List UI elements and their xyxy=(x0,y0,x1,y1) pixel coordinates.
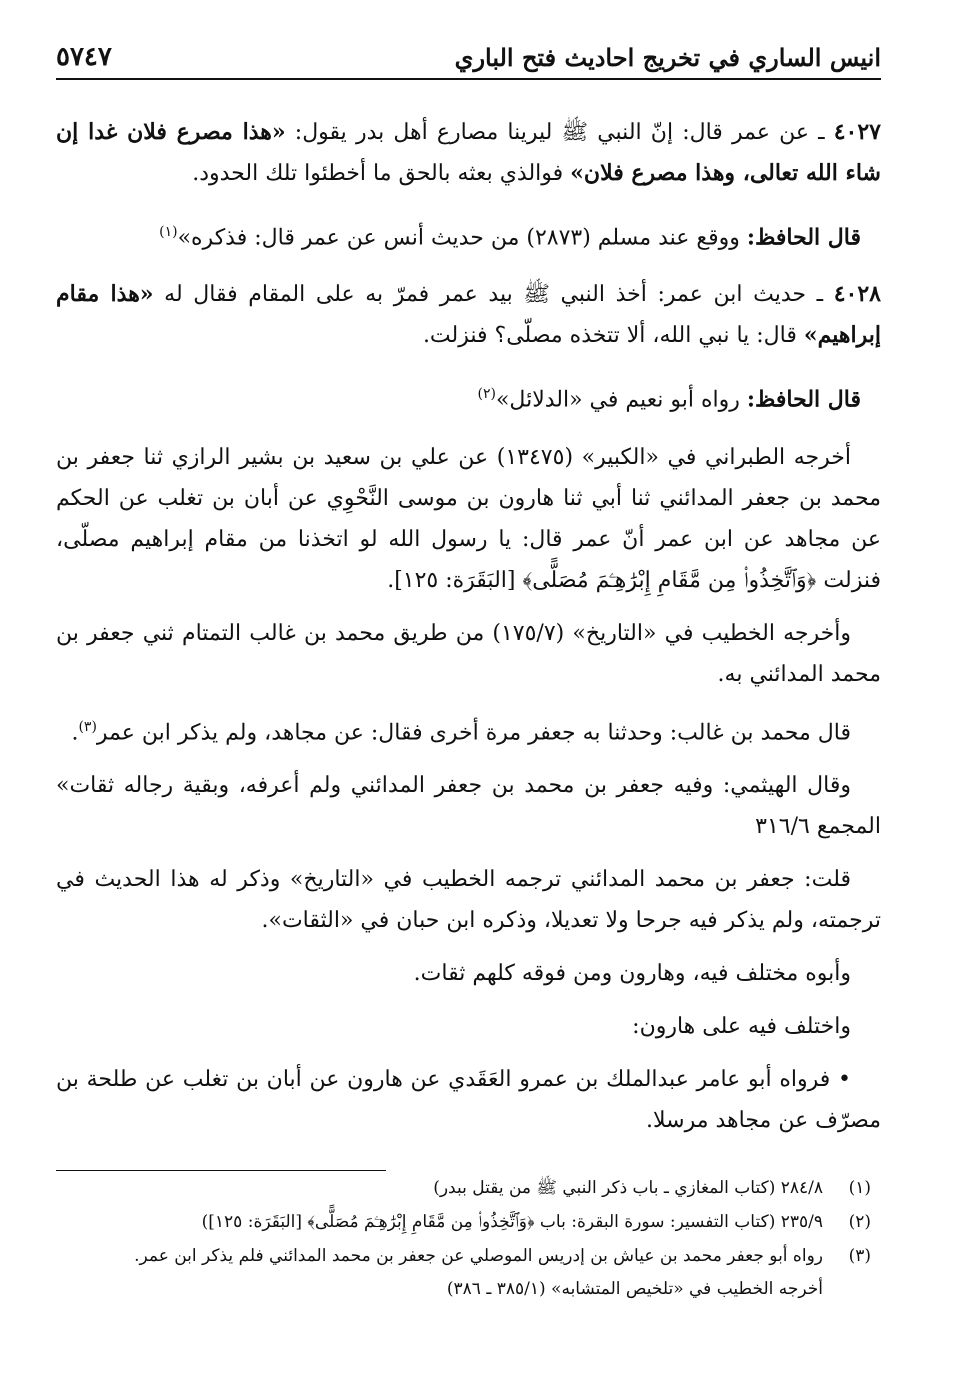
hafiz-label: قال الحافظ: xyxy=(746,224,861,251)
footnote-text: ٢٨٤/٨ (كتاب المغازي ـ باب ذكر النبي ﷺ من يقتل ببدر) xyxy=(433,1178,823,1198)
hadith-quote: «هذا مقام إبراهيم» xyxy=(56,281,881,349)
hadith-number: ٤٠٢٧ xyxy=(833,119,881,145)
hadith-text: ـ حديث ابن عمر: أخذ النبي ﷺ بيد عمر فمرّ به على المقام فقال له xyxy=(153,282,824,308)
paragraph-end: . xyxy=(71,719,79,745)
footnote-number: (٣) xyxy=(848,1246,871,1266)
paragraph-haythami: وقال الهيثمي: وفيه جعفر بن محمد بن جعفر المدائني ولم أعرفه، وبقية رجاله ثقات» المجمع ٣١٦/٦ xyxy=(56,772,881,839)
page-number: ٥٧٤٧ xyxy=(56,42,112,72)
footnote-ref[interactable]: (١) xyxy=(159,224,178,240)
footnote-3 xyxy=(56,1239,881,1273)
running-title: انيس الساري في تخريج احاديث فتح الباري xyxy=(454,43,881,72)
paragraph-khatib: وأخرجه الخطيب في «التاريخ» (١٧٥/٧) من طريق محمد بن غالب التمتام ثني جعفر بن محمد المدائني به. xyxy=(56,620,881,687)
hafiz-comment-4028 xyxy=(56,374,881,420)
footnote-1 xyxy=(56,1171,881,1205)
hadith-number: ٤٠٢٨ xyxy=(833,281,881,308)
footnote-ref[interactable]: (٢) xyxy=(477,386,496,403)
footnotes xyxy=(56,1170,881,1305)
hadith-4028 xyxy=(56,274,881,356)
paragraph-tabarani: أخرجه الطبراني في «الكبير» (١٣٤٧٥) عن علي بن سعيد بن بشير الرازي ثنا جعفر بن محمد بن جعفر المدائني ثنا أبي ثنا هارون بن موسى النَّحْوِي عن أبان بن تغلب عن الحكم عن مجاهد عن ابن عمر أنّ عمر قال: يا رسول الله لو اتخذنا من مقام إبراهيم مصلّى، فنزلت ﴿وَٱتَّخِذُوا۟ مِن مَّقَامِ إِبْرَٰهِـۧمَ مُصَلًّى﴾ [البَقَرَة: ١٢٥]. xyxy=(56,444,881,593)
paragraph-ibn-ghalib xyxy=(56,707,881,753)
hadith-text-end: فوالذي بعثه بالحق ما أخطئوا تلك الحدود. xyxy=(192,161,571,186)
footnote-text: رواه أبو جعفر محمد بن عياش بن إدريس الموصلي عن جعفر بن محمد المدائني فلم يذكر ابن عمر. xyxy=(134,1246,823,1266)
hadith-4027 xyxy=(56,112,881,194)
hafiz-comment-4027 xyxy=(56,212,881,258)
page-body xyxy=(56,112,881,1153)
footnote-3-continuation: أخرجه الخطيب في «تلخيص المتشابه» (٣٨٥/١ ـ ٣٨٦) xyxy=(446,1279,823,1299)
hafiz-label: قال الحافظ: xyxy=(746,386,861,413)
footnote-number: (٢) xyxy=(848,1212,871,1232)
paragraph-text: قال محمد بن غالب: وحدثنا به جعفر مرة أخرى فقال: عن مجاهد، ولم يذكر ابن عمر xyxy=(96,719,851,745)
hadith-text: ـ عن عمر قال: إنّ النبي ﷺ ليرينا مصارع أهل بدر يقول: xyxy=(285,120,825,145)
paragraph-qultu: قلت: جعفر بن محمد المدائني ترجمه الخطيب في «التاريخ» وذكر له هذا الحديث في ترجمته، ولم يذكر فيه جرحا ولا تعديلا، وذكره ابن حبان في «الثقات». xyxy=(56,866,881,933)
running-header xyxy=(56,42,881,80)
paragraph-father: وأبوه مختلف فيه، وهارون ومن فوقه كلهم ثقات. xyxy=(413,960,851,986)
hadith-text-end: قال: يا نبي الله، ألا تتخذه مصلّى؟ فنزلت. xyxy=(422,323,804,349)
footnote-ref[interactable]: (٣) xyxy=(78,718,97,735)
footnote-number: (١) xyxy=(848,1178,871,1198)
footnote-text: ٢٣٥/٩ (كتاب التفسير: سورة البقرة: باب ﴿وَٱتَّخِذُوا۟ مِن مَّقَامِ إِبْرَٰهِـۧمَ مُصَلًّى﴾ [البَقَرَة: ١٢٥]) xyxy=(201,1212,823,1232)
hafiz-text: ووقع عند مسلم (٢٨٧٣) من حديث أنس عن عمر قال: فذكره» xyxy=(177,225,747,251)
hafiz-text: رواه أبو نعيم في «الدلائل» xyxy=(495,387,747,413)
hadith-quote: «هذا مصرع فلان غدا إن شاء الله تعالى، وهذا مصرع فلان» xyxy=(56,119,881,186)
paragraph-ikhtilaf: واختلف فيه على هارون: xyxy=(632,1013,851,1039)
paragraph-abu-amir: • فرواه أبو عامر عبدالملك بن عمرو العَقَدي عن هارون عن أبان بن تغلب عن طلحة بن مصرّف عن مجاهد مرسلا. xyxy=(56,1066,881,1133)
footnote-2 xyxy=(56,1205,881,1239)
